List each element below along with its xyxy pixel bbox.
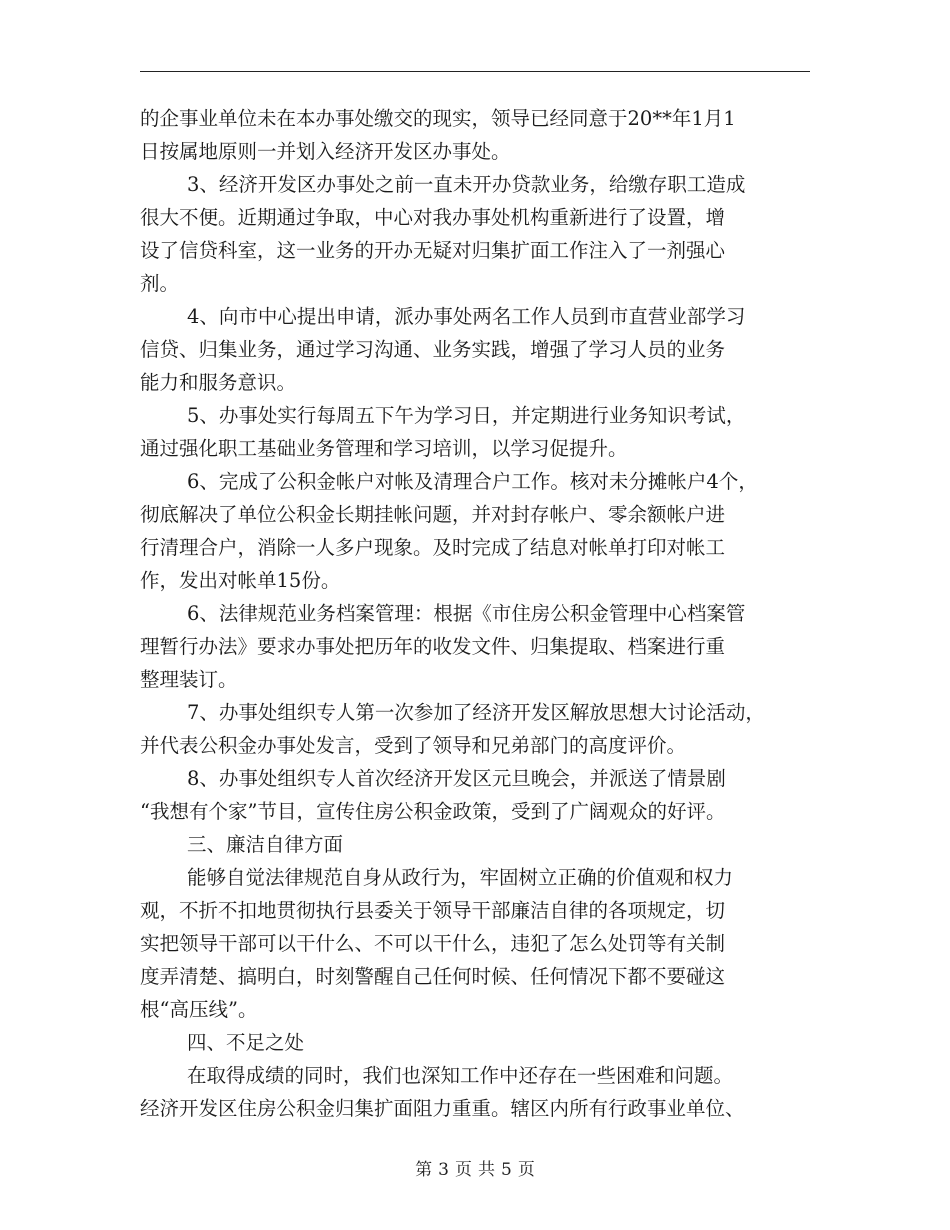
text-line: 作，发出对帐单15份。 [140, 569, 341, 592]
text-line: 行清理合户，消除一人多户现象。及时完成了结息对帐单打印对帐工 [140, 536, 726, 559]
text-line: 7、办事处组织专人第一次参加了经济开发区解放思想大讨论活动， [187, 701, 765, 724]
text-line: 整理装订。 [140, 668, 238, 691]
text-line: 能够自觉法律规范自身从政行为，牢固树立正确的价值观和权力 [187, 866, 734, 889]
text-line: 在取得成绩的同时，我们也深知工作中还存在一些困难和问题。 [187, 1064, 734, 1087]
text-line: 根“高压线”。 [140, 998, 258, 1021]
text-line: 设了信贷科室，这一业务的开办无疑对归集扩面工作注入了一剂强心 [140, 239, 726, 262]
footer-prefix: 第 [415, 1160, 433, 1180]
text-line: 并代表公积金办事处发言，受到了领导和兄弟部门的高度评价。 [140, 734, 687, 757]
footer-total-word: 共 [478, 1160, 495, 1180]
footer-page-word: 页 [455, 1160, 472, 1180]
text-line: 日按属地原则一并划入经济开发区办事处。 [140, 140, 511, 163]
text-line: 通过强化职工基础业务管理和学习培训，以学习促提升。 [140, 437, 628, 460]
text-line: 剂。 [140, 272, 180, 295]
text-line: 3、经济开发区办事处之前一直未开办贷款业务，给缴存职工造成 [187, 173, 746, 196]
total-pages: 5 [501, 1160, 512, 1180]
footer-suffix: 页 [517, 1160, 535, 1180]
text-line: 能力和服务意识。 [140, 371, 297, 394]
text-line: 6、法律规范业务档案管理：根据《市住房公积金管理中心档案管 [187, 602, 746, 625]
text-line: 4、向市中心提出申请，派办事处两名工作人员到市直营业部学习 [187, 305, 746, 328]
text-line: 彻底解决了单位公积金长期挂帐问题，并对封存帐户、零余额帐户进 [140, 503, 726, 526]
text-line: 理暂行办法》要求办事处把历年的收发文件、归集提取、档案进行重 [140, 635, 726, 658]
text-line: 的企事业单位未在本办事处缴交的现实，领导已经同意于20**年1月1 [140, 107, 736, 130]
page-footer [0, 1155, 950, 1180]
section-heading: 三、廉洁自律方面 [187, 833, 344, 856]
text-line: 实把领导干部可以干什么、不可以干什么，违犯了怎么处罚等有关制 [140, 932, 726, 955]
text-line: 度弄清楚、搞明白，时刻警醒自己任何时候、任何情况下都不要碰这 [140, 965, 726, 988]
page-number: 3 [438, 1160, 449, 1180]
text-line: 观，不折不扣地贯彻执行县委关于领导干部廉洁自律的各项规定，切 [140, 899, 726, 922]
header-rule [140, 71, 810, 72]
text-line: 8、办事处组织专人首次经济开发区元旦晚会，并派送了情景剧 [187, 767, 726, 790]
text-line: 6、完成了公积金帐户对帐及清理合户工作。核对未分摊帐户4个， [187, 470, 758, 493]
text-line: 5、办事处实行每周五下午为学习日，并定期进行业务知识考试， [187, 404, 746, 427]
text-line: 很大不便。近期通过争取，中心对我办事处机构重新进行了设置，增 [140, 206, 726, 229]
text-line: 信贷、归集业务，通过学习沟通、业务实践，增强了学习人员的业务 [140, 338, 726, 361]
section-heading: 四、不足之处 [187, 1031, 305, 1054]
document-body [140, 102, 815, 1125]
text-line: “我想有个家”节目，宣传住房公积金政策，受到了广阔观众的好评。 [140, 800, 726, 823]
text-line: 经济开发区住房公积金归集扩面阻力重重。辖区内所有行政事业单位、 [140, 1097, 745, 1120]
